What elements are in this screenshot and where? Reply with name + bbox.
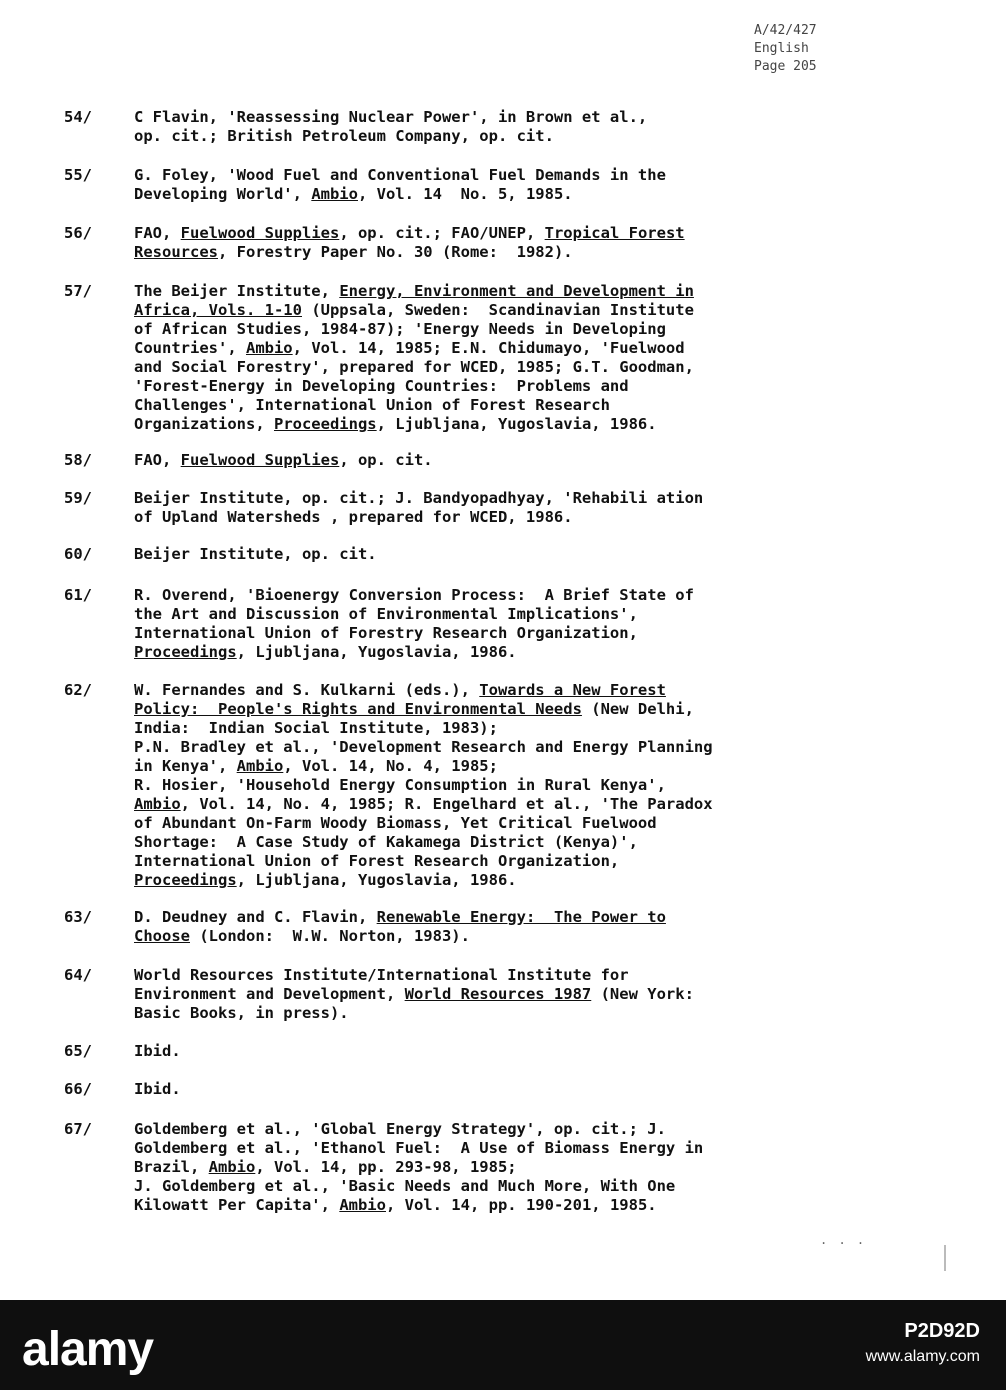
endnote-underlined-title: Ambio <box>208 1158 256 1176</box>
endnote-underlined-title: Ambio <box>245 339 293 357</box>
endnote-item <box>64 489 864 527</box>
endnote-text-segment: , Vol. 14, No. 4, 1985; R. Engelhard et al., 'The Paradox of Abundant On-Farm Woody Biomass, Yet Critical Fuelwood Shortage: A Case Study of Kakamega District (Kenya)', International Union of Forest Research Organization, <box>134 795 713 870</box>
endnote-text <box>134 966 864 1023</box>
endnote-item <box>64 108 864 146</box>
endnote-item <box>64 282 864 434</box>
endnote-text <box>134 1120 864 1215</box>
endnote-text-segment: , op. cit. <box>339 451 433 469</box>
endnote-item <box>64 1120 864 1215</box>
stock-url: www.alamy.com <box>865 1348 980 1365</box>
endnote-text-segment: G. Foley, 'Wood Fuel and Conventional Fuel Demands in the Developing World', <box>134 166 666 203</box>
endnote-underlined-title: Tropical Forest Resources <box>134 224 685 261</box>
endnote-text-segment: , op. cit.; FAO/UNEP, <box>339 224 545 242</box>
stock-image-id: P2D92D <box>904 1320 980 1342</box>
document-header <box>754 22 817 76</box>
endnote-text-segment: , Vol. 14, pp. 190-201, 1985. <box>385 1196 657 1214</box>
endnote-item <box>64 681 864 890</box>
endnote-number: 59/ <box>64 489 92 507</box>
endnote-underlined-title: Energy, Environment and Development in Africa, Vols. 1-10 <box>134 282 694 319</box>
endnote-text-segment: FAO, <box>134 224 181 242</box>
endnote-text <box>134 489 864 527</box>
endnote-number: 61/ <box>64 586 92 604</box>
endnote-item <box>64 908 864 946</box>
endnote-number: 65/ <box>64 1042 92 1060</box>
endnote-text-segment: , Vol. 14, 1985; E.N. Chidumayo, 'Fuelwood and Social Forestry', prepared for WCED, 1985; G.T. Goodman, 'Forest-Energy in Developing Countries: Problems and Challenges', International Union of Forest Research Organizations, <box>134 339 694 433</box>
continuation-dots: . . . <box>820 1233 867 1247</box>
endnote-text-segment: W. Fernandes and S. Kulkarni (eds.), <box>134 681 480 699</box>
endnote-text <box>134 224 864 262</box>
endnote-text <box>134 545 864 564</box>
endnote-text-segment: , Ljubljana, Yugoslavia, 1986. <box>376 415 657 433</box>
endnote-number: 62/ <box>64 681 92 699</box>
endnote-number: 66/ <box>64 1080 92 1098</box>
endnote-underlined-title: Fuelwood Supplies <box>180 224 340 242</box>
endnote-number: 58/ <box>64 451 92 469</box>
endnote-text <box>134 108 864 146</box>
stock-watermark-bar <box>0 1300 1006 1390</box>
alamy-logo-text: alamy <box>22 1323 154 1376</box>
endnote-underlined-title: Proceedings <box>134 643 237 661</box>
endnote-underlined-title: Towards a New Forest Policy: People's Rights and Environmental Needs <box>134 681 666 718</box>
endnote-item <box>64 224 864 262</box>
endnote-text-segment: , Forestry Paper No. 30 (Rome: 1982). <box>218 243 573 261</box>
endnote-number: 56/ <box>64 224 92 242</box>
endnote-item <box>64 586 864 662</box>
endnote-underlined-title: Ambio <box>339 1196 386 1214</box>
endnote-underlined-title: Ambio <box>311 185 358 203</box>
endnote-text-segment: Beijer Institute, op. cit.; J. Bandyopadhyay, 'Rehabili ation of Upland Watersheds , prepared for WCED, 1986. <box>134 489 704 526</box>
endnote-text-segment: (New Delhi, India: Indian Social Institute, 1983); P.N. Bradley et al., 'Development Research and Energy Planning in Kenya', <box>134 700 713 775</box>
endnote-text <box>134 908 864 946</box>
endnote-underlined-title: World Resources 1987 <box>404 985 592 1003</box>
endnote-text <box>134 586 864 662</box>
endnote-number: 55/ <box>64 166 92 184</box>
endnote-item <box>64 545 864 564</box>
endnote-text <box>134 1042 864 1061</box>
endnote-underlined-title: Renewable Energy: The Power to Choose <box>134 908 666 945</box>
endnote-text-segment: Ibid. <box>134 1080 181 1098</box>
endnote-underlined-title: Ambio <box>134 795 181 813</box>
endnote-item <box>64 166 864 204</box>
scan-mark <box>944 1245 946 1271</box>
endnote-number: 60/ <box>64 545 92 563</box>
endnote-text <box>134 282 864 434</box>
endnote-text <box>134 451 864 470</box>
endnote-text-segment: Beijer Institute, op. cit. <box>134 545 377 563</box>
endnote-text-segment: (Uppsala, Sweden: Scandinavian Institute of African Studies, 1984-87); 'Energy Needs in Developing Countries', <box>134 301 694 357</box>
endnote-text-segment: Ibid. <box>134 1042 181 1060</box>
endnote-text-segment: D. Deudney and C. Flavin, <box>134 908 377 926</box>
endnote-item <box>64 1080 864 1099</box>
endnote-text-segment: (London: W.W. Norton, 1983). <box>190 927 470 945</box>
endnote-text-segment: , Vol. 14 No. 5, 1985. <box>357 185 573 203</box>
alamy-logo <box>22 1322 153 1377</box>
endnote-underlined-title: Ambio <box>236 757 284 775</box>
endnote-number: 67/ <box>64 1120 92 1138</box>
endnote-underlined-title: Fuelwood Supplies <box>180 451 340 469</box>
endnote-item <box>64 451 864 470</box>
endnote-number: 64/ <box>64 966 92 984</box>
endnote-number: 63/ <box>64 908 92 926</box>
endnote-underlined-title: Proceedings <box>134 871 237 889</box>
endnote-text-segment: R. Overend, 'Bioenergy Conversion Process: A Brief State of the Art and Discussion of Environmental Implications', International Union of Forestry Research Organization, <box>134 586 694 642</box>
endnote-underlined-title: Proceedings <box>273 415 377 433</box>
document-language: English <box>754 41 809 56</box>
endnote-text-segment: , Vol. 14, pp. 293-98, 1985; J. Goldemberg et al., 'Basic Needs and Much More, With One Kilowatt Per Capita', <box>134 1158 676 1214</box>
endnote-text-segment: , Ljubljana, Yugoslavia, 1986. <box>236 643 517 661</box>
endnote-number: 57/ <box>64 282 92 300</box>
page-number: Page 205 <box>754 59 817 74</box>
endnote-text <box>134 681 864 890</box>
endnote-text-segment: Goldemberg et al., 'Global Energy Strategy', op. cit.; J. Goldemberg et al., 'Ethanol Fuel: A Use of Biomass Energy in Brazil, <box>134 1120 704 1176</box>
endnote-text-segment: (New York: Basic Books, in press). <box>134 985 694 1022</box>
endnote-item <box>64 1042 864 1061</box>
endnote-item <box>64 966 864 1023</box>
endnote-text <box>134 1080 864 1099</box>
endnote-number: 54/ <box>64 108 92 126</box>
document-symbol: A/42/427 <box>754 23 817 38</box>
endnote-text-segment: C Flavin, 'Reassessing Nuclear Power', in Brown et al., op. cit.; British Petroleum Company, op. cit. <box>134 108 648 145</box>
endnote-text-segment: , Ljubljana, Yugoslavia, 1986. <box>236 871 517 889</box>
endnote-text-segment: , Vol. 14, No. 4, 1985; R. Hosier, 'Household Energy Consumption in Rural Kenya', <box>134 757 666 794</box>
endnote-text-segment: World Resources Institute/International Institute for Environment and Development, <box>134 966 629 1003</box>
endnote-text <box>134 166 864 204</box>
endnote-text-segment: The Beijer Institute, <box>134 282 340 300</box>
endnote-text-segment: FAO, <box>134 451 181 469</box>
stock-meta <box>866 1318 980 1370</box>
